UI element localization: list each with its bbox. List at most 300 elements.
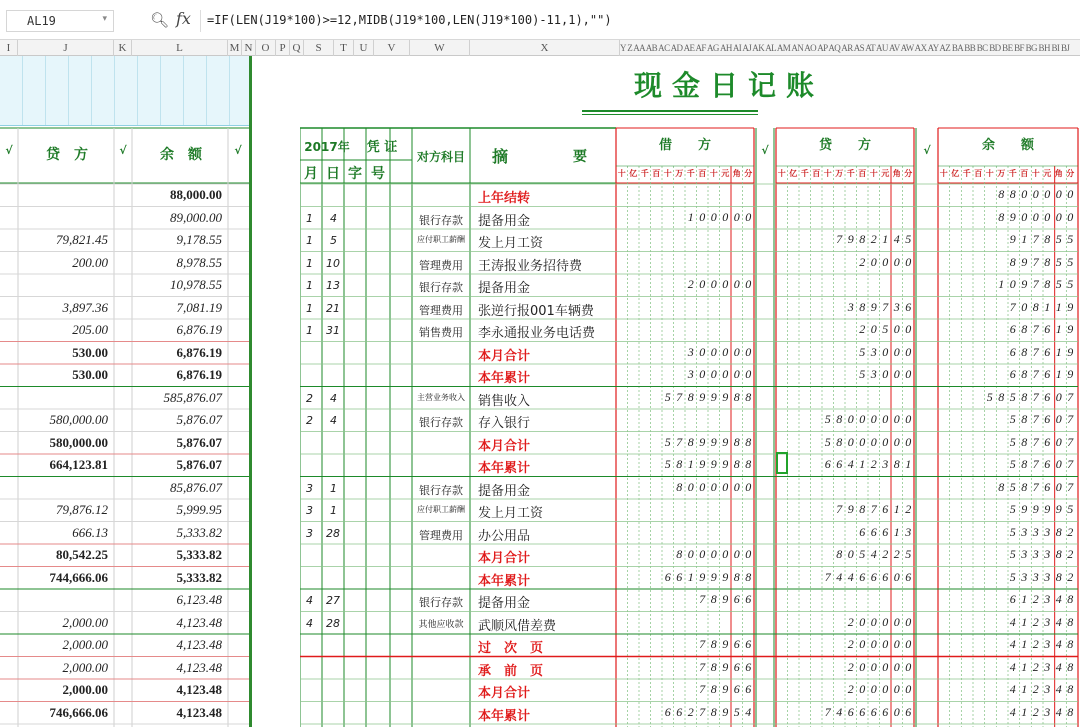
balance-cell[interactable]: 6,876.19 bbox=[176, 344, 222, 360]
debit-digit: 9 bbox=[722, 569, 729, 584]
balance-cell[interactable]: 5,876.07 bbox=[176, 434, 222, 450]
credit-digit: 1 bbox=[893, 524, 900, 539]
balance-digit: 6 bbox=[1044, 367, 1051, 381]
day-cell[interactable]: 13 bbox=[326, 279, 340, 292]
column-header[interactable]: J bbox=[18, 40, 114, 56]
debit-digit: 6 bbox=[733, 592, 740, 606]
unit-label: 分 bbox=[904, 169, 913, 178]
debit-digit: 0 bbox=[733, 209, 740, 224]
balance-cell[interactable]: 10,978.55 bbox=[170, 277, 222, 292]
column-header[interactable]: T bbox=[334, 40, 354, 56]
balance-cell[interactable]: 8,978.55 bbox=[176, 254, 222, 270]
balance-digit: 3 bbox=[1021, 524, 1028, 539]
credit-digit: 0 bbox=[882, 367, 889, 381]
account-cell[interactable]: 管理费用 bbox=[419, 303, 463, 317]
balance-digit: 5 bbox=[1009, 389, 1016, 404]
formula-text: =IF(LEN(J19*100)>=12,MIDB(J19*100,LEN(J19*100)-11,1),"") bbox=[207, 13, 612, 27]
month-cell[interactable]: 1 bbox=[306, 324, 313, 337]
day-cell[interactable]: 10 bbox=[326, 256, 340, 270]
credit-digit: 0 bbox=[859, 614, 866, 629]
column-header[interactable]: U bbox=[354, 40, 374, 56]
debit-digit: 6 bbox=[664, 704, 671, 719]
balance-digit: 8 bbox=[998, 389, 1005, 404]
summary-cell[interactable]: 武顺风借差费 bbox=[478, 618, 557, 634]
unit-label: 角 bbox=[732, 169, 741, 178]
day-cell[interactable]: 21 bbox=[326, 301, 340, 315]
credit-digit: 0 bbox=[893, 659, 900, 674]
credit-digit: 5 bbox=[859, 547, 866, 561]
credit-digit: 5 bbox=[824, 434, 831, 449]
balance-cell[interactable]: 5,876.07 bbox=[176, 412, 222, 427]
summary-cell[interactable]: 提备用金 bbox=[478, 483, 531, 499]
balance-digit: 1 bbox=[1021, 704, 1028, 719]
balance-digit: 4 bbox=[1055, 682, 1062, 696]
credit-digit: 8 bbox=[836, 434, 843, 449]
balance-digit: 8 bbox=[1067, 592, 1074, 606]
credit-digit: 4 bbox=[836, 569, 843, 584]
credit-cell[interactable]: 746,666.06 bbox=[49, 704, 108, 720]
credit-digit: 6 bbox=[882, 569, 889, 584]
balance-digit: 1 bbox=[1044, 299, 1051, 314]
unit-label: 千 bbox=[846, 169, 855, 178]
column-header[interactable]: P bbox=[276, 40, 290, 56]
balance-cell[interactable]: 5,333.82 bbox=[176, 569, 222, 585]
credit-digit: 0 bbox=[905, 367, 912, 381]
unit-label: 百 bbox=[858, 169, 867, 178]
balance-digit: 4 bbox=[1009, 682, 1016, 696]
debit-digit: 9 bbox=[722, 659, 729, 674]
unit-label: 十 bbox=[1031, 169, 1040, 178]
month-cell[interactable]: 2 bbox=[306, 391, 313, 405]
balance-digit: 0 bbox=[1067, 209, 1074, 224]
check-mark-header: √ bbox=[234, 144, 242, 157]
credit-cell[interactable]: 530.00 bbox=[72, 367, 108, 382]
credit-digit: 6 bbox=[870, 704, 877, 719]
debit-digit: 5 bbox=[733, 704, 740, 719]
debit-digit: 0 bbox=[745, 277, 752, 291]
credit-digit: 6 bbox=[870, 524, 877, 539]
balance-digit: 0 bbox=[1021, 299, 1028, 314]
summary-cell[interactable]: 发上月工资 bbox=[478, 236, 544, 251]
month-cell[interactable]: 1 bbox=[306, 279, 313, 292]
fx-icon[interactable]: fx bbox=[176, 9, 191, 28]
credit-cell[interactable]: 80,542.25 bbox=[56, 547, 108, 562]
balance-digit: 5 bbox=[1009, 547, 1016, 561]
balance-digit: 8 bbox=[1055, 524, 1062, 539]
unit-label: 十 bbox=[985, 169, 994, 178]
summary-cell[interactable]: 过 次 页 bbox=[478, 641, 544, 656]
debit-digit: 6 bbox=[676, 569, 683, 584]
account-cell[interactable]: 银行存款 bbox=[419, 281, 463, 294]
balance-digit: 8 bbox=[1055, 547, 1062, 561]
balance-header: 余 额 bbox=[160, 147, 202, 163]
credit-digit: 9 bbox=[870, 299, 877, 314]
account-cell[interactable]: 应付职工薪酬 bbox=[417, 235, 465, 244]
credit-digit: 0 bbox=[905, 322, 912, 336]
credit-digit: 0 bbox=[847, 547, 854, 561]
credit-digit: 3 bbox=[893, 299, 900, 314]
credit-digit: 7 bbox=[882, 299, 889, 314]
unit-label: 十 bbox=[823, 169, 832, 178]
day-cell[interactable]: 1 bbox=[330, 481, 337, 495]
credit-digit: 6 bbox=[824, 457, 831, 471]
credit-digit: 7 bbox=[824, 704, 831, 719]
debit-digit: 8 bbox=[710, 704, 717, 719]
debit-digit: 0 bbox=[710, 277, 717, 291]
balance-cell[interactable]: 5,333.82 bbox=[176, 524, 222, 540]
active-cell-cursor[interactable] bbox=[776, 452, 788, 474]
column-header[interactable]: I bbox=[0, 40, 18, 56]
column-header[interactable]: X bbox=[470, 40, 620, 56]
summary-cell[interactable]: 提备用金 bbox=[478, 281, 531, 296]
balance-cell[interactable]: 9,178.55 bbox=[176, 232, 222, 247]
summary-cell[interactable]: 上年结转 bbox=[478, 191, 531, 206]
balance-digit: 3 bbox=[1044, 682, 1051, 696]
credit-digit: 0 bbox=[847, 434, 854, 449]
unit-label: 万 bbox=[675, 169, 684, 178]
summary-cell[interactable]: 本月合计 bbox=[478, 348, 531, 364]
debit-digit: 9 bbox=[722, 637, 729, 651]
debit-digit: 8 bbox=[710, 592, 717, 606]
balance-digit: 5 bbox=[1067, 502, 1074, 516]
summary-cell[interactable]: 提备用金 bbox=[478, 213, 531, 229]
balance-digit: 3 bbox=[1044, 592, 1051, 606]
column-header[interactable]: L bbox=[132, 40, 228, 56]
debit-digit: 0 bbox=[722, 547, 729, 561]
summary-cell[interactable]: 李永通报业务电话费 bbox=[478, 326, 596, 341]
credit-digit: 1 bbox=[882, 232, 889, 246]
account-cell[interactable]: 银行存款 bbox=[419, 213, 463, 227]
credit-digit: 8 bbox=[859, 502, 866, 516]
unit-label: 角 bbox=[1054, 169, 1063, 178]
balance-cell[interactable]: 5,333.82 bbox=[176, 547, 222, 562]
balance-cell[interactable]: 4,123.48 bbox=[176, 637, 222, 652]
balance-digit: 8 bbox=[1009, 187, 1016, 201]
debit-digit: 3 bbox=[687, 367, 694, 381]
unit-label: 亿 bbox=[629, 169, 638, 178]
summary-cell[interactable]: 本月合计 bbox=[478, 438, 531, 454]
column-header[interactable]: O bbox=[256, 40, 276, 56]
balance-cell[interactable]: 4,123.48 bbox=[176, 614, 222, 630]
account-cell[interactable]: 其他应收款 bbox=[418, 619, 464, 630]
balance-digit: 9 bbox=[1067, 299, 1074, 314]
balance-digit: 2 bbox=[1032, 592, 1039, 606]
balance-digit: 3 bbox=[1032, 524, 1039, 539]
balance-cell[interactable]: 89,000.00 bbox=[170, 209, 222, 225]
balance-digit: 5 bbox=[986, 389, 993, 404]
month-cell[interactable]: 1 bbox=[306, 301, 313, 315]
credit-cell[interactable]: 744,666.06 bbox=[49, 569, 108, 585]
summary-cell[interactable]: 发上月工资 bbox=[478, 506, 544, 521]
balance-cell[interactable]: 4,123.48 bbox=[176, 704, 222, 720]
credit-digit: 0 bbox=[870, 254, 877, 269]
credit-cell[interactable]: 2,000.00 bbox=[62, 614, 108, 630]
balance-digit: 0 bbox=[1055, 457, 1062, 471]
debit-digit: 6 bbox=[733, 682, 740, 696]
debit-digit: 8 bbox=[745, 389, 752, 404]
credit-cell[interactable]: 205.00 bbox=[72, 322, 108, 337]
month-cell[interactable]: 3 bbox=[306, 526, 313, 540]
balance-digit: 0 bbox=[1055, 389, 1062, 404]
credit-cell[interactable]: 2,000.00 bbox=[62, 682, 108, 697]
credit-cell[interactable]: 530.00 bbox=[72, 344, 108, 360]
freeze-divider[interactable] bbox=[249, 56, 252, 727]
balance-cell[interactable]: 88,000.00 bbox=[170, 187, 222, 202]
unit-label: 十 bbox=[663, 169, 672, 178]
summary-cell[interactable]: 承 前 页 bbox=[478, 663, 544, 679]
credit-digit: 2 bbox=[905, 502, 912, 516]
balance-digit: 3 bbox=[1044, 547, 1051, 561]
balance-digit: 7 bbox=[1032, 344, 1039, 359]
column-header[interactable]: K bbox=[114, 40, 132, 56]
debit-digit: 8 bbox=[687, 389, 694, 404]
account-cell[interactable]: 银行存款 bbox=[419, 596, 463, 609]
balance-digit: 8 bbox=[1032, 299, 1039, 314]
spreadsheet-grid[interactable] bbox=[0, 56, 1080, 727]
account-cell[interactable]: 主营业务收入 bbox=[417, 392, 465, 402]
account-cell[interactable]: 管理费用 bbox=[419, 528, 463, 542]
balance-digit: 5 bbox=[1009, 412, 1016, 426]
credit-digit: 5 bbox=[859, 344, 866, 359]
balance-digit: 9 bbox=[1021, 277, 1028, 291]
debit-digit: 8 bbox=[676, 457, 683, 471]
debit-digit: 0 bbox=[745, 367, 752, 381]
credit-digit: 0 bbox=[882, 659, 889, 674]
column-header[interactable]: Q bbox=[290, 40, 304, 56]
credit-digit: 0 bbox=[882, 254, 889, 269]
formula-input[interactable] bbox=[200, 10, 1078, 32]
balance-cell[interactable]: 5,876.07 bbox=[176, 457, 222, 472]
balance-cell[interactable]: 6,876.19 bbox=[176, 367, 222, 382]
credit-digit: 1 bbox=[893, 502, 900, 516]
credit-cell[interactable]: 79,821.45 bbox=[56, 232, 108, 247]
debit-digit: 8 bbox=[733, 457, 740, 471]
debit-digit: 0 bbox=[710, 209, 717, 224]
debit-digit: 2 bbox=[687, 277, 694, 291]
balance-digit: 7 bbox=[1067, 389, 1074, 404]
debit-digit: 8 bbox=[710, 637, 717, 651]
balance-cell[interactable]: 4,123.48 bbox=[176, 659, 222, 675]
account-cell[interactable]: 销售费用 bbox=[419, 326, 463, 339]
debit-digit: 0 bbox=[687, 547, 694, 561]
balance-digit: 8 bbox=[1067, 614, 1074, 629]
month-cell[interactable]: 4 bbox=[306, 594, 313, 607]
summary-cell[interactable]: 本年累计 bbox=[478, 708, 531, 724]
credit-digit: 8 bbox=[859, 232, 866, 246]
column-header[interactable]: M bbox=[228, 40, 242, 56]
day-cell[interactable]: 4 bbox=[330, 414, 337, 427]
cash-journal bbox=[300, 56, 1080, 727]
balance-digit: 2 bbox=[1032, 682, 1039, 696]
credit-cell[interactable]: 2,000.00 bbox=[62, 659, 108, 675]
credit-cell[interactable]: 79,876.12 bbox=[56, 502, 108, 517]
day-cell[interactable]: 1 bbox=[330, 504, 337, 517]
day-cell[interactable]: 4 bbox=[330, 391, 337, 405]
debit-digit: 8 bbox=[687, 434, 694, 449]
balance-digit: 9 bbox=[1067, 344, 1074, 359]
balance-cell[interactable]: 5,999.95 bbox=[176, 502, 222, 517]
debit-digit: 6 bbox=[745, 659, 752, 674]
day-cell[interactable]: 28 bbox=[326, 526, 340, 540]
voucher-header: 凭 证 bbox=[366, 140, 398, 155]
balance-digit: 0 bbox=[1055, 434, 1062, 449]
balance-digit: 8 bbox=[1021, 322, 1028, 336]
day-header: 日 bbox=[326, 166, 340, 182]
credit-digit: 0 bbox=[893, 434, 900, 449]
account-cell[interactable]: 管理费用 bbox=[419, 258, 463, 272]
summary-cell[interactable]: 本月合计 bbox=[478, 686, 531, 701]
credit-cell[interactable]: 664,123.81 bbox=[49, 457, 108, 472]
unit-label: 百 bbox=[652, 169, 661, 178]
credit-digit: 6 bbox=[905, 569, 912, 584]
month-cell[interactable]: 4 bbox=[306, 616, 313, 630]
balance-cell[interactable]: 7,081.19 bbox=[176, 299, 222, 315]
unit-label: 分 bbox=[1066, 169, 1075, 178]
month-cell[interactable]: 2 bbox=[306, 414, 313, 427]
credit-digit: 3 bbox=[870, 367, 877, 381]
debit-digit: 6 bbox=[745, 682, 752, 696]
balance-digit: 6 bbox=[1044, 479, 1051, 494]
column-header[interactable]: V bbox=[374, 40, 410, 56]
balance-digit: 5 bbox=[1009, 457, 1016, 471]
name-box[interactable] bbox=[6, 10, 114, 32]
credit-cell[interactable]: 200.00 bbox=[72, 254, 108, 270]
balance-digit: 3 bbox=[1032, 547, 1039, 561]
credit-digit: 6 bbox=[836, 457, 843, 471]
balance-cell[interactable]: 585,876.07 bbox=[163, 389, 222, 405]
credit-digit: 9 bbox=[847, 232, 854, 246]
credit-cell[interactable]: 666.13 bbox=[72, 524, 108, 540]
day-cell[interactable]: 4 bbox=[330, 211, 337, 225]
balance-cell[interactable]: 6,876.19 bbox=[176, 322, 222, 337]
credit-cell[interactable]: 580,000.00 bbox=[49, 412, 108, 427]
month-cell[interactable]: 1 bbox=[306, 234, 313, 247]
month-cell[interactable]: 3 bbox=[306, 504, 313, 517]
month-cell[interactable]: 1 bbox=[306, 256, 313, 270]
balance-digit: 7 bbox=[1032, 389, 1039, 404]
summary-header-a: 摘 bbox=[491, 147, 508, 166]
zoom-icon[interactable]: 🔍︎ bbox=[150, 11, 170, 29]
credit-digit: 6 bbox=[859, 569, 866, 584]
balance-digit: 8 bbox=[1067, 704, 1074, 719]
month-cell[interactable]: 1 bbox=[306, 211, 313, 225]
credit-cell[interactable]: 580,000.00 bbox=[49, 434, 108, 450]
balance-digit: 0 bbox=[1044, 209, 1051, 224]
left-frozen-pane bbox=[0, 56, 252, 727]
credit-digit: 0 bbox=[905, 682, 912, 696]
balance-digit: 8 bbox=[1044, 277, 1051, 291]
credit-digit: 0 bbox=[882, 614, 889, 629]
summary-cell[interactable]: 张逆行报001车辆费 bbox=[478, 303, 594, 319]
summary-cell[interactable]: 本年累计 bbox=[478, 371, 531, 386]
account-cell[interactable]: 银行存款 bbox=[419, 483, 463, 497]
balance-cell[interactable]: 85,876.07 bbox=[170, 479, 222, 495]
check-mark-header: √ bbox=[119, 144, 127, 157]
balance-digit: 5 bbox=[1067, 277, 1074, 291]
column-header-dense[interactable]: Y Z AA AB AC AD AE AF AG AH AI AJ AK AL AM AN AO AP AQ AR AS AT AU AV AW AX AY AZ BA BB BC BD BE BF BG BH BI BJ bbox=[620, 43, 1070, 53]
debit-digit: 8 bbox=[733, 389, 740, 404]
balance-digit: 1 bbox=[1021, 592, 1028, 606]
credit-digit: 0 bbox=[870, 637, 877, 651]
account-cell[interactable]: 银行存款 bbox=[419, 416, 463, 429]
credit-digit: 6 bbox=[859, 524, 866, 539]
credit-digit: 0 bbox=[893, 412, 900, 426]
balance-digit: 0 bbox=[1021, 209, 1028, 224]
credit-digit: 2 bbox=[870, 232, 877, 246]
balance-digit: 7 bbox=[1032, 254, 1039, 269]
balance-cell[interactable]: 6,123.48 bbox=[176, 592, 222, 607]
day-cell[interactable]: 27 bbox=[326, 594, 340, 607]
balance-cell[interactable]: 4,123.48 bbox=[176, 682, 222, 697]
balance-digit: 8 bbox=[1021, 389, 1028, 404]
balance-digit: 9 bbox=[1044, 502, 1051, 516]
unit-label: 元 bbox=[1043, 169, 1052, 178]
debit-digit: 0 bbox=[745, 344, 752, 359]
day-cell[interactable]: 31 bbox=[326, 324, 340, 337]
month-cell[interactable]: 3 bbox=[306, 481, 313, 495]
balance-digit: 4 bbox=[1009, 659, 1016, 674]
balance-digit: 5 bbox=[1067, 254, 1074, 269]
debit-digit: 8 bbox=[676, 547, 683, 561]
credit-digit: 4 bbox=[836, 704, 843, 719]
balance-digit: 9 bbox=[1009, 209, 1016, 224]
balance-digit: 8 bbox=[1009, 254, 1016, 269]
summary-cell[interactable]: 存入银行 bbox=[478, 416, 531, 431]
summary-cell[interactable]: 王涛报业务招待费 bbox=[478, 258, 583, 274]
credit-digit: 6 bbox=[905, 704, 912, 719]
balance-digit: 5 bbox=[1009, 569, 1016, 584]
credit-digit: 0 bbox=[847, 412, 854, 426]
account-cell[interactable]: 应付职工薪酬 bbox=[417, 505, 465, 514]
column-header[interactable]: N bbox=[242, 40, 256, 56]
debit-digit: 0 bbox=[722, 479, 729, 494]
credit-digit: 0 bbox=[905, 254, 912, 269]
summary-cell[interactable]: 本年累计 bbox=[478, 461, 531, 476]
day-cell[interactable]: 5 bbox=[330, 234, 337, 247]
column-header[interactable]: S bbox=[304, 40, 334, 56]
summary-cell[interactable]: 办公用品 bbox=[478, 528, 531, 544]
chevron-down-icon[interactable]: ▾ bbox=[102, 14, 107, 24]
unit-label: 十 bbox=[939, 169, 948, 178]
summary-cell[interactable]: 本年累计 bbox=[478, 573, 531, 589]
balance-digit: 0 bbox=[1032, 209, 1039, 224]
summary-cell[interactable]: 提备用金 bbox=[478, 596, 531, 611]
debit-digit: 9 bbox=[722, 682, 729, 696]
balance-digit: 2 bbox=[1032, 614, 1039, 629]
debit-digit: 0 bbox=[710, 367, 717, 381]
credit-digit: 7 bbox=[870, 502, 877, 516]
credit-digit: 8 bbox=[893, 457, 900, 471]
credit-digit: 4 bbox=[847, 569, 854, 584]
column-header[interactable]: W bbox=[410, 40, 470, 56]
summary-cell[interactable]: 本月合计 bbox=[478, 551, 531, 566]
balance-digit: 8 bbox=[998, 479, 1005, 494]
credit-digit: 7 bbox=[824, 569, 831, 584]
debit-digit: 9 bbox=[710, 457, 717, 471]
credit-digit: 0 bbox=[882, 637, 889, 651]
debit-digit: 7 bbox=[676, 389, 683, 404]
debit-digit: 7 bbox=[699, 637, 706, 651]
debit-digit: 9 bbox=[722, 389, 729, 404]
day-cell[interactable]: 28 bbox=[326, 616, 340, 630]
credit-cell[interactable]: 2,000.00 bbox=[62, 637, 108, 652]
credit-digit: 2 bbox=[870, 457, 877, 471]
summary-cell[interactable]: 销售收入 bbox=[478, 393, 531, 409]
debit-digit: 1 bbox=[687, 209, 694, 224]
credit-cell[interactable]: 3,897.36 bbox=[62, 299, 108, 315]
balance-digit: 4 bbox=[1055, 614, 1062, 629]
balance-digit: 7 bbox=[1067, 479, 1074, 494]
